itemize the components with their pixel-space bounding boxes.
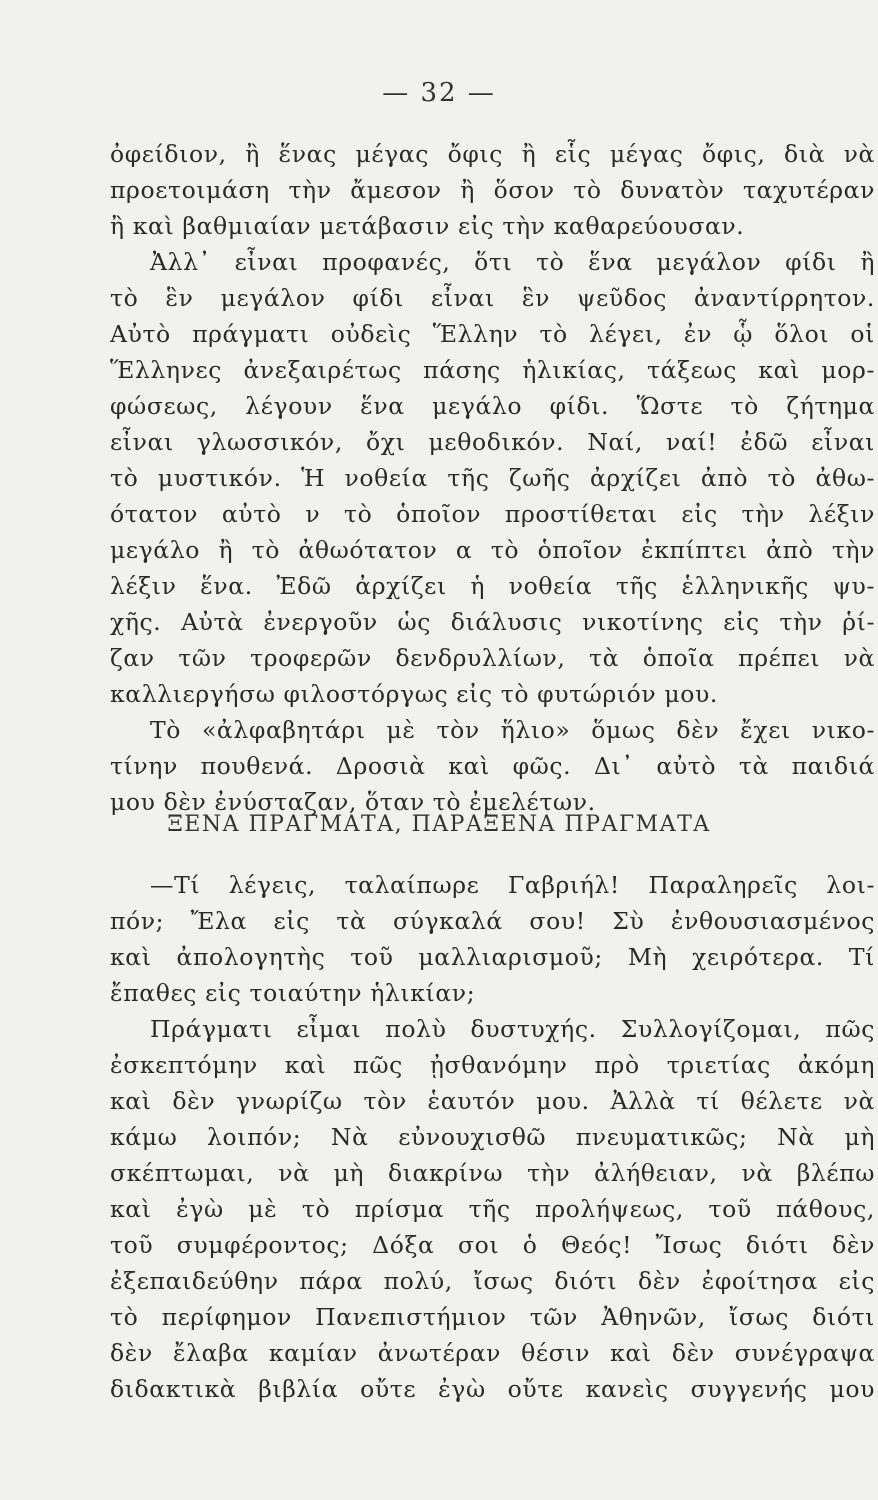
page-number: — 32 — [382,78,496,108]
text-line: ἐξεπαιδεύθην πάρα πολύ, ἴσως διότι δὲν ἐφοίτησα εἰς [110,1267,875,1295]
text-line: καὶ δὲν γνωρίζω τὸν ἑαυτόν μου. Ἀλλὰ τί θέλετε νὰ [110,1087,875,1115]
section-heading: ΞΕΝΑ ΠΡΑΓΜΑΤΑ, ΠΑΡΑΞΕΝΑ ΠΡΑΓΜΑΤΑ [167,812,711,837]
text-line: δὲν ἔλαβα καμίαν ἀνωτέραν θέσιν καὶ δὲν συνέγραψα [110,1339,875,1367]
text-line: χῆς. Αὐτὰ ἐνεργοῦν ὡς διάλυσις νικοτίνης εἰς τὴν ῥί- [110,608,875,636]
text-block-top [110,136,875,820]
text-line: καλλιεργήσω φιλοστόργως εἰς τὸ φυτώριόν μου. [110,680,718,708]
text-line: εἶναι γλωσσικόν, ὄχι μεθοδικόν. Ναί, ναί! ἐδῶ εἶναι [110,428,875,456]
text-line: ζαν τῶν τροφερῶν δενδρυλλίων, τὰ ὁποῖα πρέπει νὰ [110,644,875,672]
text-line: φώσεως, λέγουν ἕνα μεγάλο φίδι. Ὥστε τὸ ζήτημα [110,392,875,420]
text-line: τοῦ συμφέροντος; Δόξα σοι ὁ Θεός! Ἴσως διότι δὲν [110,1231,875,1259]
text-line: καὶ ἀπολογητὴς τοῦ μαλλιαρισμοῦ; Μὴ χειρότερα. Τί [110,943,875,971]
text-line: ἐσκεπτόμην καὶ πῶς ᾐσθανόμην πρὸ τριετίας ἀκόμη [110,1051,875,1079]
text-line: μεγάλο ἢ τὸ ἀθωότατον α τὸ ὁποῖον ἐκπίπτει ἀπὸ τὴν [110,536,875,564]
text-line: ἔπαθες εἰς τοιαύτην ἡλικίαν; [110,979,476,1007]
text-line: λέξιν ἕνα. Ἐδῶ ἀρχίζει ἡ νοθεία τῆς ἑλληνικῆς ψυ- [110,572,875,600]
text-line: προετοιμάση τὴν ἄμεσον ἢ ὅσον τὸ δυνατὸν ταχυτέραν [110,176,875,204]
text-line: μου δὲν ἐνύσταζαν, ὅταν τὸ ἐμελέτων. [110,788,596,816]
text-line: διδακτικὰ βιβλία οὔτε ἐγὼ οὔτε κανεὶς συγγενής μου [110,1375,875,1403]
text-line: —Τί λέγεις, ταλαίπωρε Γαβριήλ! Παραληρεῖς λοι- [150,871,875,899]
text-line: κάμω λοιπόν; Νὰ εὐνουχισθῶ πνευματικῶς; Νὰ μὴ [110,1123,875,1151]
text-line: καὶ ἐγὼ μὲ τὸ πρίσμα τῆς προλήψεως, τοῦ πάθους, [110,1195,875,1223]
text-line: τὸ ἓν μεγάλον φίδι εἶναι ἓν ψεῦδος ἀναντίρρητον. [110,284,875,312]
text-line: Πράγματι εἶμαι πολὺ δυστυχής. Συλλογίζομαι, πῶς [150,1015,875,1043]
text-line: τίνην πουθενά. Δροσιὰ καὶ φῶς. Δι᾽ αὐτὸ τὰ παιδιά [110,752,875,780]
text-line: ὀφείδιον, ἢ ἕνας μέγας ὄφις ἢ εἷς μέγας ὄφις, διὰ νὰ [110,140,875,168]
text-line: τὸ μυστικόν. Ἡ νοθεία τῆς ζωῆς ἀρχίζει ἀπὸ τὸ ἀθω- [110,464,875,492]
text-line: τὸ περίφημον Πανεπιστήμιον τῶν Ἀθηνῶν, ἴσως διότι [110,1303,875,1331]
text-block-bottom [110,867,875,1407]
text-line: Αὐτὸ πράγματι οὐδεὶς Ἕλλην τὸ λέγει, ἐν ᾧ ὅλοι οἱ [110,320,875,348]
text-line: σκέπτωμαι, νὰ μὴ διακρίνω τὴν ἀλήθειαν, νὰ βλέπω [110,1159,875,1187]
text-line: ότατον αὐτὸ ν τὸ ὁποῖον προστίθεται εἰς τὴν λέξιν [110,500,875,528]
text-line: Ἕλληνες ἀνεξαιρέτως πάσης ἡλικίας, τάξεως καὶ μορ- [110,356,875,384]
text-line: πόν; Ἔλα εἰς τὰ σύγκαλά σου! Σὺ ἐνθουσιασμένος [110,907,875,935]
text-line: Ἀλλ᾽ εἶναι προφανές, ὅτι τὸ ἕνα μεγάλον φίδι ἢ [150,248,875,276]
text-line: ἢ καὶ βαθμιαίαν μετάβασιν εἰς τὴν καθαρεύουσαν. [110,212,745,240]
text-line: Τὸ «ἀλφαβητάρι μὲ τὸν ἥλιο» ὅμως δὲν ἔχει νικο- [150,716,875,744]
